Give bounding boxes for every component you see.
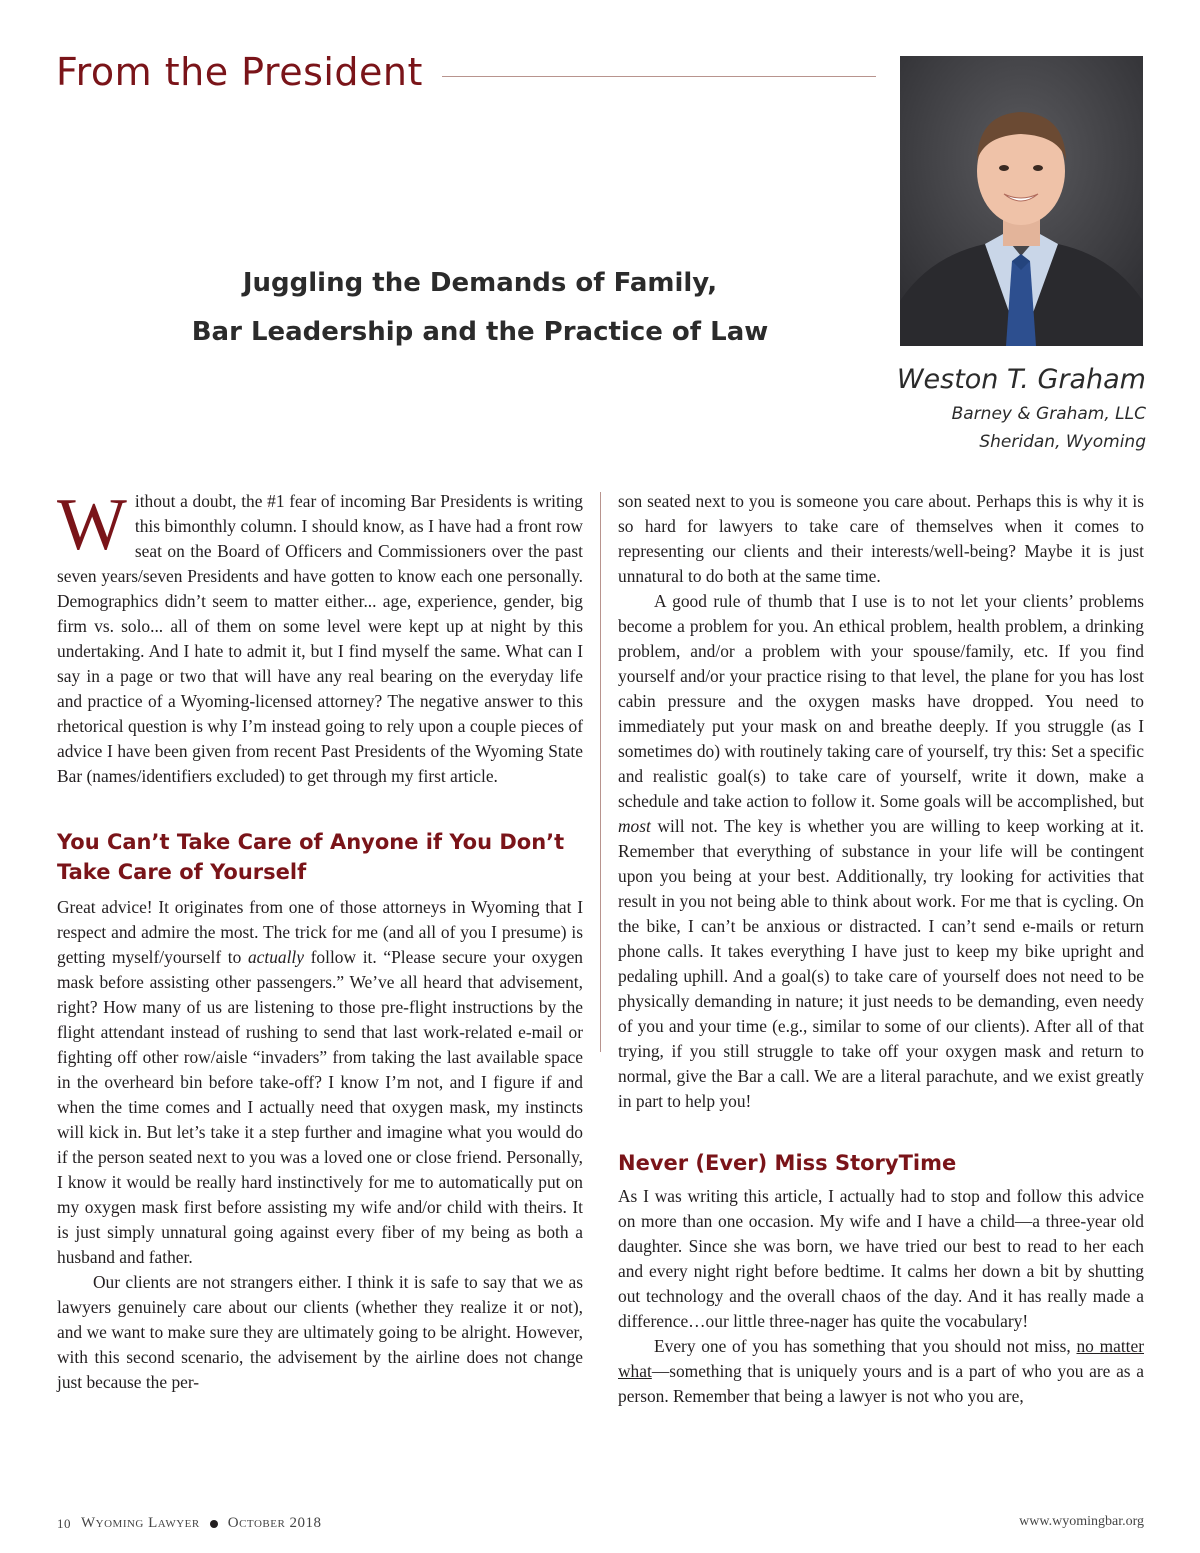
emphasis-text: actually	[247, 947, 304, 967]
emphasis-text: most	[618, 816, 651, 836]
paragraph: Our clients are not strangers either. I think it is safe to say that we as lawyers genuinely care about our clients (whether they realize it or not), and we want to make sure they are ultimately going to be alright. However, with this second scenario, the advisement by the airline does not change just because the per-	[57, 1272, 583, 1392]
publication-name: Wyoming Lawyer	[81, 1515, 200, 1531]
paragraph-text: A good rule of thumb that I use is to not let your clients’ problems become a problem for you. An ethical problem, health problem, a drinking problem, and/or a problem with your spouse/family, etc. If you find yourself and/or your practice rising to that level, the plane for you has lost cabin pressure and the oxygen masks have dropped. You need to immediately put your mask on and breathe deeply. If you struggle (as I sometimes do) with routinely taking care of yourself, try this: Set a specific and realistic goal(s) to take care of yourself, write it down, make a schedule and take action to follow it. Some goals will be accomplished, but	[618, 591, 1144, 811]
bullet-icon	[210, 1520, 218, 1528]
underlined-text: no matter what	[618, 1336, 1144, 1381]
intro-text: ithout a doubt, the #1 fear of incoming Bar Presidents is writing this bimonthly column. I should know, as I have had a front row seat on the Board of Officers and Commissioners over the past seven years/seven Presidents and have gotten to know each one personally. Demographics didn’t seem to matter either... age, experience, gender, big firm vs. solo... all of them on some level were kept up at night by this undertaking. And I hate to admit it, but I find myself the same. What can I say in a page or two that will have any real bearing on the everyday life and practice of a Wyoming-licensed attorney? The negative answer to this rhetorical question is why I’m instead going to rely upon a couple pieces of advice I have been given from recent Past Presidents of the Wyoming State Bar (names/identifiers excluded) to get through my first article.	[57, 491, 583, 786]
paragraph-text: —something that is uniquely yours and is a part of who you are as a person. Remember that being a lawyer is not who you are,	[618, 1361, 1144, 1406]
paragraph	[57, 895, 583, 1270]
author-photo	[900, 56, 1143, 346]
drop-cap: W	[57, 484, 127, 566]
page-number: 10	[57, 1515, 71, 1531]
paragraph	[618, 1334, 1144, 1409]
paragraph-text: Great advice! It originates from one of those attorneys in Wyoming that I respect and admire the most. The trick for me (and all of you I presume) is getting myself/yourself to	[57, 897, 583, 967]
paragraph-text: Every one of you has something that you should not miss,	[654, 1336, 1077, 1356]
paragraph: son seated next to you is someone you care about. Perhaps this is why it is so hard for lawyers to take care of themselves when it comes to representing our clients and their interests/well-being? Maybe it is just unnatural to do both at the same time.	[618, 491, 1144, 586]
author-firm: Barney & Graham, LLC	[951, 404, 1146, 424]
right-column	[618, 489, 1144, 1409]
paragraph-text: will not. The key is whether you are willing to keep working at it. Remember that everything of substance in your life will be contingent upon you being at your best. Additionally, try looking for activities that result in you not being able to think about work. For me that is cycling. On the bike, I can’t be anxious or distracted. I can’t send e-mails or return phone calls. It takes everything I have just to keep my bike upright and pedaling uphill. And a goal(s) to take care of yourself does not need to be physically demanding in nature; it just needs to be demanding, even needy of you and your time (e.g., similar to some of our clients). After all of that trying, if you still struggle to take off your oxygen mask and return to normal, give the Bar a call. We are a literal parachute, and we exist greatly in part to help you!	[618, 816, 1144, 1111]
column-divider	[600, 492, 601, 1052]
author-location: Sheridan, Wyoming	[979, 432, 1146, 452]
paragraph	[618, 589, 1144, 1114]
left-column	[57, 484, 583, 1395]
intro-paragraph	[57, 484, 583, 789]
issue-date: October 2018	[227, 1515, 322, 1531]
subhead-take-care: You Can’t Take Care of Anyone if You Don’t Take Care of Yourself	[57, 830, 565, 884]
title-rule	[442, 76, 876, 77]
author-name: Weston T. Graham	[896, 364, 1146, 395]
headline-line-1: Juggling the Demands of Family,	[242, 268, 718, 298]
paragraph: As I was writing this article, I actually had to stop and follow this advice on more than one occasion. My wife and I have a child—a three-year old daughter. Since she was born, we have tried our best to read to her each and every night right before bedtime. It calms her down a bit by shutting out technology and the overall chaos of the day. And it has really made a difference…our little three-nager has quite the vocabulary!	[618, 1186, 1144, 1331]
headline-line-2: Bar Leadership and the Practice of Law	[191, 317, 769, 347]
footer-left	[57, 1515, 322, 1532]
footer-url: www.wyomingbar.org	[1019, 1514, 1144, 1529]
subhead-storytime: Never (Ever) Miss StoryTime	[618, 1151, 957, 1175]
paragraph-text: follow it. “Please secure your oxygen mask before assisting other passengers.” We’ve all heard that advisement, right? How many of us are listening to those pre-flight instructions by the flight attendant instead of rushing to send that last work-related e-mail or fighting off other row/aisle “invaders” from taking the last available space in the overheard bin before take-off? I know I’m not, and I figure if and when the time comes and I actually need that oxygen mask, my instincts will kick in. But let’s take it a step further and imagine what you would do if the person seated next to you was a loved one or close friend. Personally, I know it would be really hard instinctively for me to automatically put on my oxygen mask first before assisting my wife and/or child with theirs. It is just simply unnatural going against every fiber of my being as both a husband and father.	[57, 947, 583, 1267]
section-title: From the President	[56, 50, 423, 94]
